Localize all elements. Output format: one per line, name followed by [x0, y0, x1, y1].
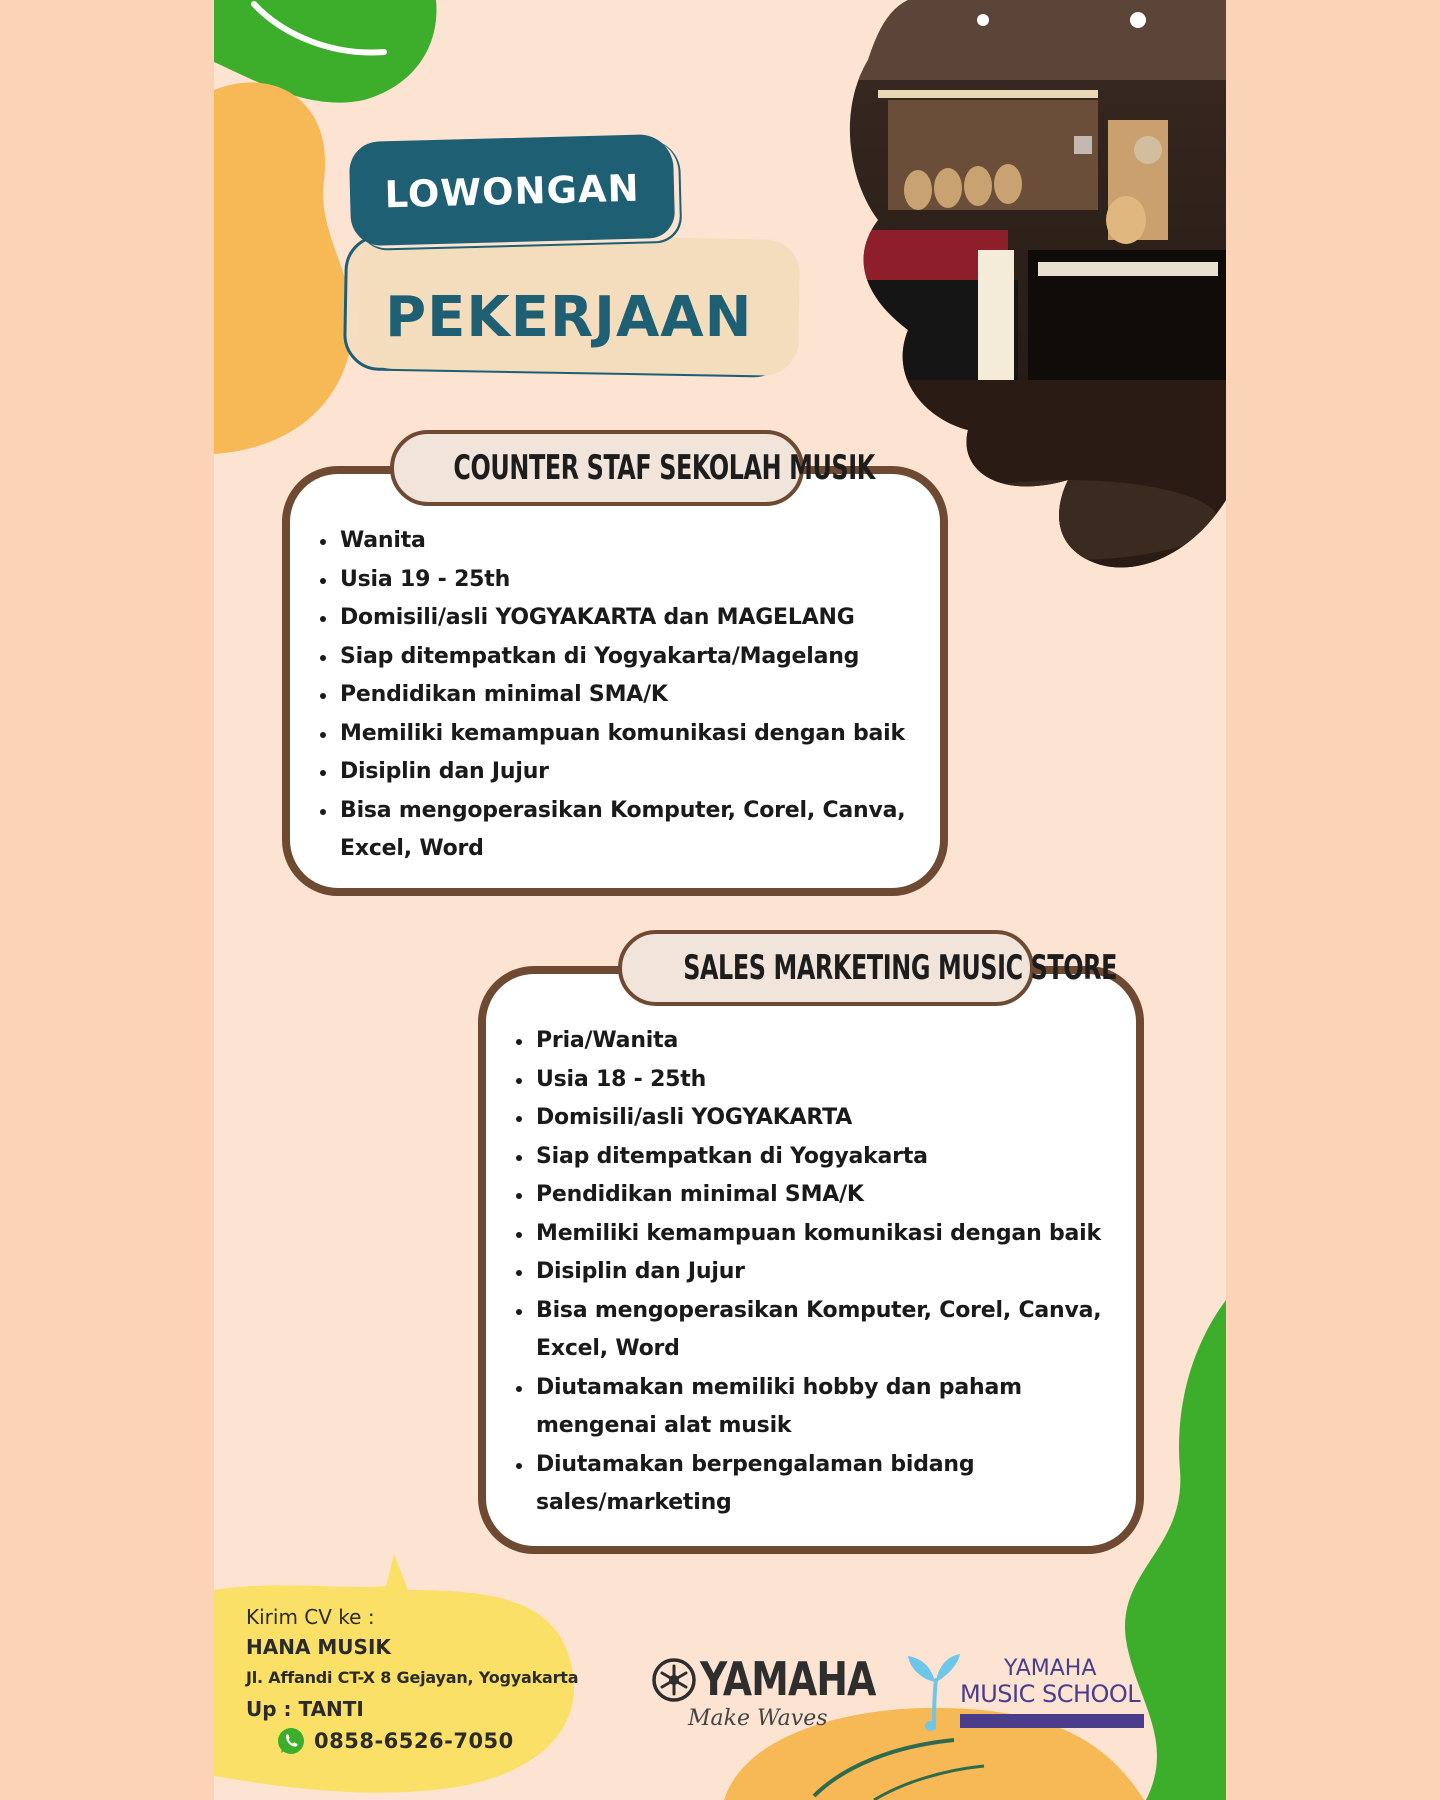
- school-logo-underline: [960, 1714, 1144, 1728]
- requirements-list: [316, 522, 936, 869]
- list-item: Siap ditempatkan di Yogyakarta: [512, 1138, 1132, 1177]
- list-item: Memiliki kemampuan komunikasi dengan baik: [512, 1215, 1132, 1254]
- job-title-text: COUNTER STAF SEKOLAH MUSIK: [453, 448, 875, 488]
- list-item: Pendidikan minimal SMA/K: [316, 676, 936, 715]
- list-item: Disiplin dan Jujur: [316, 753, 936, 792]
- list-item: Memiliki kemampuan komunikasi dengan baik: [316, 715, 936, 754]
- yamaha-music-school-logo: [904, 1652, 1164, 1732]
- list-item: Pendidikan minimal SMA/K: [512, 1176, 1132, 1215]
- contact-person: Up : TANTI: [246, 1697, 364, 1721]
- page-title-pekerjaan: PEKERJAAN: [385, 284, 753, 350]
- list-item: Disiplin dan Jujur: [512, 1253, 1132, 1292]
- yamaha-wordmark: YAMAHA: [700, 1652, 876, 1706]
- school-logo-line1: YAMAHA: [1004, 1656, 1097, 1681]
- list-item: Domisili/asli YOGYAKARTA dan MAGELANG: [316, 599, 936, 638]
- job-card-sales-marketing: [478, 966, 1144, 1554]
- list-item: Bisa mengoperasikan Komputer, Corel, Canva, Excel, Word: [512, 1292, 1132, 1369]
- sprout-icon: [904, 1652, 964, 1732]
- whatsapp-icon: [276, 1726, 306, 1756]
- list-item: Siap ditempatkan di Yogyakarta/Magelang: [316, 638, 936, 677]
- list-item: Usia 19 - 25th: [316, 561, 936, 600]
- list-item: Usia 18 - 25th: [512, 1061, 1132, 1100]
- contact-address: Jl. Affandi CT-X 8 Gejayan, Yogyakarta: [246, 1668, 579, 1687]
- list-item: Domisili/asli YOGYAKARTA: [512, 1099, 1132, 1138]
- phone-number[interactable]: 0858-6526-7050: [314, 1729, 514, 1753]
- requirements-list: [512, 1022, 1132, 1523]
- list-item: Wanita: [316, 522, 936, 561]
- job-title-text: SALES MARKETING MUSIC STORE: [683, 948, 1118, 988]
- job-title-sales-marketing: [618, 930, 1118, 1006]
- yamaha-tuning-fork-icon: [652, 1658, 696, 1702]
- list-item: Pria/Wanita: [512, 1022, 1132, 1061]
- title-badge-bottom: [343, 234, 795, 378]
- contact-label: Kirim CV ke :: [246, 1605, 375, 1629]
- page-title-lowongan: LOWONGAN: [384, 166, 641, 217]
- job-card-counter-staff: [282, 466, 948, 896]
- list-item: Diutamakan memiliki hobby dan paham mengenai alat musik: [512, 1369, 1132, 1446]
- contact-company: HANA MUSIK: [246, 1635, 391, 1659]
- school-logo-line2: MUSIC SCHOOL: [960, 1680, 1141, 1708]
- contact-block: [246, 1602, 578, 1724]
- title-badge-top: [349, 134, 676, 246]
- job-poster: [214, 0, 1226, 1800]
- list-item: Bisa mengoperasikan Komputer, Corel, Canva, Excel, Word: [316, 792, 936, 869]
- list-item: Diutamakan berpengalaman bidang sales/marketing: [512, 1446, 1132, 1523]
- job-title-counter-staff: [390, 430, 875, 506]
- contact-phone[interactable]: [276, 1726, 514, 1756]
- yamaha-tagline: Make Waves: [688, 1706, 828, 1731]
